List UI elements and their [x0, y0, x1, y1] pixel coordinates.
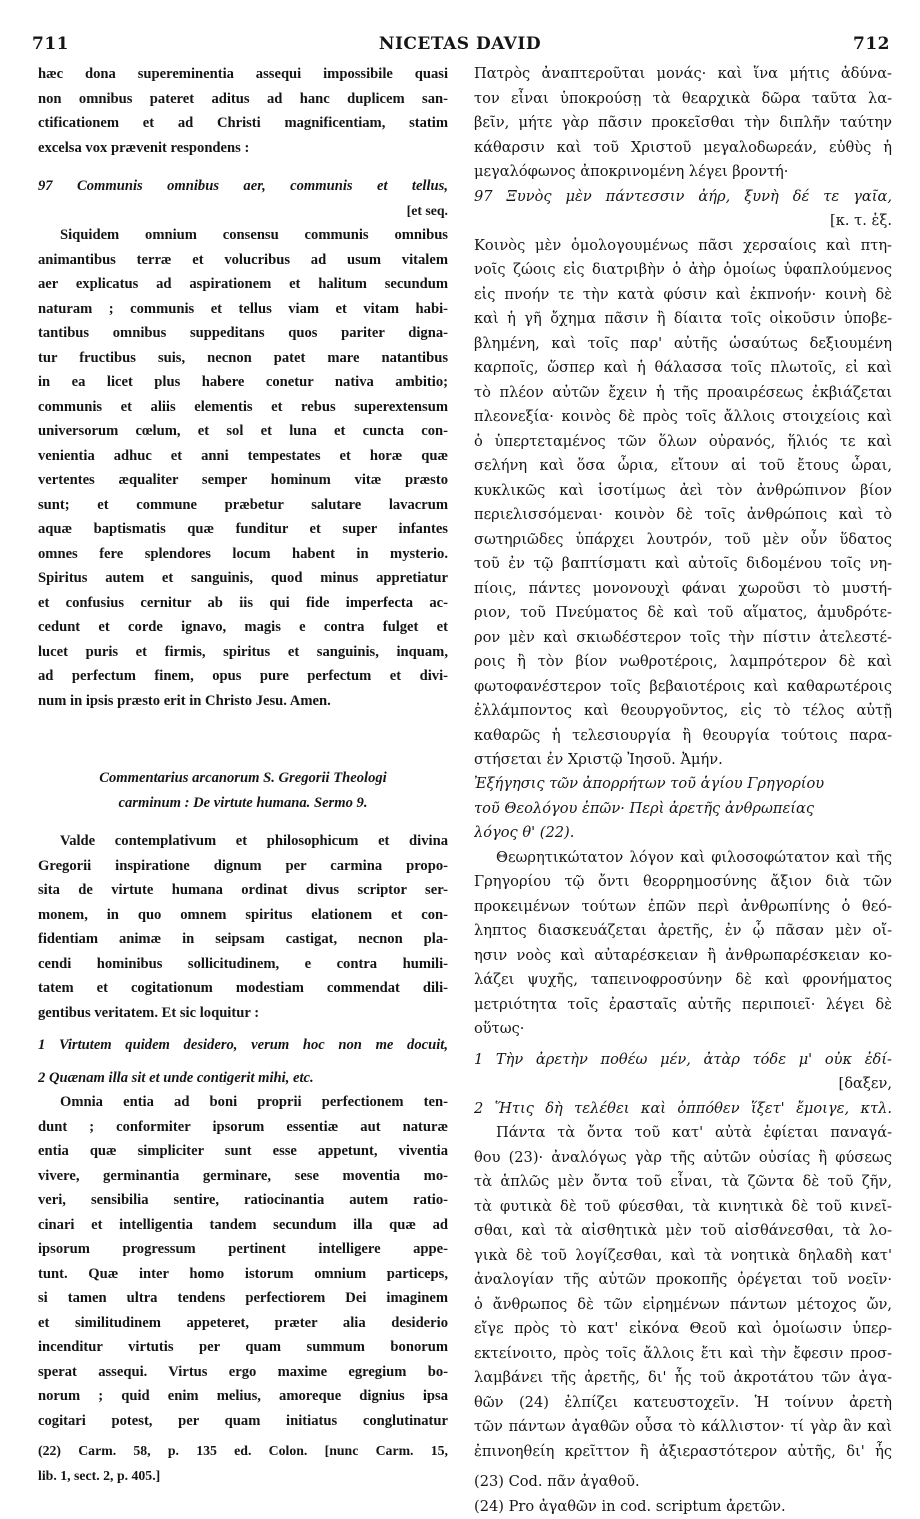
text-line: Γρηγορίου τῷ ὄντι θεορρημοσύνης ἄξιον διὰ τῶν — [474, 870, 892, 895]
text-line: fidentiam animæ in seipsam castigat, necnon pla- — [38, 927, 448, 952]
text-line: et similitudinem appeteret, præter alia desiderio — [38, 1311, 448, 1336]
text-line: κυκλικῶς καὶ ἰσοτίμως ἀεὶ τὸν ἀνθρώπινον βίον — [474, 479, 892, 504]
greek-top-body — [474, 234, 892, 773]
text-line: animantibus terræ et volucribus ad usum vitalem — [38, 248, 448, 273]
text-line: sunt; et commune præbetur salutare lavacrum — [38, 493, 448, 518]
latin-top-section — [38, 62, 448, 713]
text-line: εκτείνοιτο, πρὸς τοῖς ἄλλοις ἔτι καὶ τὴν ἔφεσιν προσ- — [474, 1342, 892, 1367]
text-line: omnes fere splendores locum habent in mysterio. — [38, 542, 448, 567]
greek-verse-2: 2 Ἥτις δὴ τελέθει καὶ ὁππόθεν ἵξετ' ἔμοιγε, κτλ. — [474, 1097, 892, 1122]
text-line: λαμβάνει τῆς ἀρετῆς, δι' ἧς τοῦ ἀκροτάτου τῶν ἀγα- — [474, 1366, 892, 1391]
title-line: τοῦ Θεολόγου ἐπῶν· Περὶ ἀρετῆς ἀνθρωπείας — [474, 797, 892, 822]
footnote-line: lib. 1, sect. 2, p. 405.] — [38, 1464, 448, 1489]
text-line: σωτηριῶδες ὑπάρχει λουτρόν, τοῦ μὲν οὖν ὕδατος — [474, 528, 892, 553]
text-line: ροις ἢ τὸν βίον νωθροτέροις, λαμπρότερον δὲ καὶ — [474, 650, 892, 675]
text-line: Omnia entia ad boni proprii perfectionem ten- — [38, 1090, 448, 1115]
text-line: ἐλλάμποντος καὶ θεουργοῦντος, εἰς τὸ τέλος αὐτῇ — [474, 699, 892, 724]
left-page-number: 711 — [32, 34, 69, 54]
text-line: Πατρὸς ἀναπτεροῦται μονάς· καὶ ἵνα μήτις ἀδύνα- — [474, 62, 892, 87]
text-line: τον εἶναι ὑποκρούσῃ τὰ θεαρχικὰ δῶρα ταῦτα λα- — [474, 87, 892, 112]
greek-bottom-section — [474, 772, 892, 1519]
text-line: non omnibus pateret aditus ad hanc duplicem san- — [38, 87, 448, 112]
text-line: σελήνη καὶ ὅσα ὧρια, εἴτουν αἱ τοῦ ἔτους ὧραι, — [474, 454, 892, 479]
text-line: in ea licet plus habere conetur nativa ambitio; — [38, 370, 448, 395]
text-line: τοῦ ἐν τῷ βαπτίσματι καὶ αὐτοῖς διδομένου τοῖς νη- — [474, 552, 892, 577]
text-line: περιελισσόμεναι· κοινὸν δὲ τοῖς ἀνθρώποις καὶ τὸ — [474, 503, 892, 528]
text-line: εἴγε πρὸς τὸ κατ' εἰκόνα Θεοῦ καὶ ὁμοίωσιν ὑπερ- — [474, 1317, 892, 1342]
text-line: ipsorum progressum pertinent intelligere appe- — [38, 1237, 448, 1262]
text-line: incenditur virtutis per quam summum bonorum — [38, 1335, 448, 1360]
title-line: Ἐξήγησις τῶν ἀπορρήτων τοῦ ἁγίου Γρηγορίου — [474, 772, 892, 797]
text-line: θῶν (24) ἐλπίζει κατευστοχεῖν. Ἡ τοίνυν ἀρετὴ — [474, 1391, 892, 1416]
latin-verse-2: 2 Quænam illa sit et unde contigerit mihi, etc. — [38, 1066, 448, 1091]
greek-verse-1-cont: [δαξεν, — [474, 1072, 892, 1097]
text-line: προκειμένων τούτων ἐπῶν περὶ ἀνθρωπίνης ὁ θεό- — [474, 895, 892, 920]
text-line: et confusius cernitur ab iis qui fide imperfecta ac- — [38, 591, 448, 616]
text-line: cinari et intelligentia tandem secundum illa quæ ad — [38, 1213, 448, 1238]
text-line: ad perfectum finem, opus pure perfectum et divi- — [38, 664, 448, 689]
text-line: Siquidem omnium consensu communis omnibus — [38, 223, 448, 248]
text-line: monem, in quo omnem spiritus elationem et con- — [38, 903, 448, 928]
latin-top-body — [38, 223, 448, 713]
text-line: λάζει ψυχῆς, ταπεινοφροσύνην δὲ καὶ φρονήματος — [474, 968, 892, 993]
greek-verse-1: 1 Τὴν ἀρετὴν ποθέω μέν, ἀτὰρ τόδε μ' οὐκ ἐδί- — [474, 1048, 892, 1073]
latin-verse-97: 97 Communis omnibus aer, communis et tellus, — [38, 174, 448, 199]
latin-verse-97-cont: [et seq. — [38, 199, 448, 224]
latin-footnotes — [38, 1439, 448, 1488]
text-line: Θεωρητικώτατον λόγον καὶ φιλοσοφώτατον καὶ τῆς — [474, 846, 892, 871]
text-line: τῶν πάντων ἀγαθῶν οὖσα τὸ κάλλιστον· τί γὰρ ἂν καὶ — [474, 1415, 892, 1440]
text-line: θου (23)· ἀναλόγως γὰρ τῆς αὐτῶν οὐσίας ἢ φύσεως — [474, 1146, 892, 1171]
text-line: cogitari potest, per quam initiatus conglutinatur — [38, 1409, 448, 1434]
latin-bottom-body — [38, 1090, 448, 1433]
text-line: num in ipsis præsto erit in Christo Jesu. Amen. — [38, 689, 448, 714]
running-title: NICETAS DAVID — [0, 34, 920, 54]
text-line: veri, sensibilia sentire, ratiocinantia autem ratio- — [38, 1188, 448, 1213]
text-line: Κοινὸς μὲν ὁμολογουμένως πᾶσι χερσαίοις καὶ πτη- — [474, 234, 892, 259]
text-line: vertentes æqualiter semper hominum vitæ præsto — [38, 468, 448, 493]
title-line: λόγος θ' (22). — [474, 821, 892, 846]
text-line: entia quæ simpliciter sunt esse appetunt, viventia — [38, 1139, 448, 1164]
text-line: communis et aliis elementis et rebus superextensum — [38, 395, 448, 420]
text-line: lucet puris et firmis, spiritus et sanguinis, inquam, — [38, 640, 448, 665]
text-line: κάθαρσιν καὶ τοῦ Χριστοῦ μεγαλοδωρεάν, εὐθὺς ἡ — [474, 136, 892, 161]
text-line: ριον, τοῦ Πνεύματος δὲ καὶ τοῦ αἵματος, ἀμυδρότε- — [474, 601, 892, 626]
text-line: ὁ ἄνθρωπος δὲ τῶν εἰρημένων πάντων μέτοχος ὤν, — [474, 1293, 892, 1318]
text-line: hæc dona supereminentia assequi impossibile quasi — [38, 62, 448, 87]
text-line: μεγαλόφωνος ἀποκρινομένη λέγει βροντή· — [474, 160, 892, 185]
greek-commentary-title — [474, 772, 892, 846]
greek-verse-97: 97 Ξυνὸς μὲν πάντεσσιν ἀήρ, ξυνὴ δέ τε γαῖα, — [474, 185, 892, 210]
text-line: si tamen ultra tendens perfectiorem Dei imaginem — [38, 1286, 448, 1311]
text-line: naturam ; communis et tellus viam et vitam habi- — [38, 297, 448, 322]
greek-top-intro — [474, 62, 892, 185]
greek-bottom-intro — [474, 846, 892, 1042]
text-line: καρποῖς, ὥσπερ καὶ ἡ θάλασσα τοῖς πλωτοῖς, εἰ καὶ — [474, 356, 892, 381]
right-page-number: 712 — [853, 34, 890, 54]
text-line: venientia adhuc et anni tempestates et horæ quæ — [38, 444, 448, 469]
greek-bottom-body — [474, 1121, 892, 1464]
latin-bottom-intro — [38, 829, 448, 1025]
text-line: φωτοφανέστερον τοῖς βεβαιοτέροις καὶ καθαρωτέροις — [474, 675, 892, 700]
text-line: norum ; quid enim melius, amoreque dignius ipsa — [38, 1384, 448, 1409]
footnote-line: (22) Carm. 58, p. 135 ed. Colon. [nunc Carm. 15, — [38, 1439, 448, 1464]
text-line: γικὰ δὲ τοῦ λογίζεσθαι, καὶ τὰ νοητικὰ δηλαδὴ κατ' — [474, 1244, 892, 1269]
text-line: οὕτως· — [474, 1017, 892, 1042]
text-line: πλεονεξία· κοινὸς δὲ πρὸς τοῖς ἄλλοις στοιχείοις καὶ — [474, 405, 892, 430]
text-line: μετριότητα τοῖς ἐρασταῖς αὐτῆς περιποιεῖ· λέγει δὲ — [474, 993, 892, 1018]
text-line: excelsa vox prævenit respondens : — [38, 136, 448, 161]
text-line: tatem et cogitationum modestiam commendat dili- — [38, 976, 448, 1001]
text-line: tantibus omnibus suppeditans quos pariter digna- — [38, 321, 448, 346]
text-line: νοῖς ζώοις εἰς διατριβὴν ὁ ἀὴρ ὁμοίως ὑφαπλούμενος — [474, 258, 892, 283]
text-line: Πάντα τὰ ὄντα τοῦ κατ' αὐτὰ ἐφίεται παναγά- — [474, 1121, 892, 1146]
text-line: ὁ ὑπερτεταμένος τῶν ὅλων οὐρανός, ἥλιός τε καὶ — [474, 430, 892, 455]
text-line: Spiritus autem et sanguinis, quod minus appretiatur — [38, 566, 448, 591]
title-line: Commentarius arcanorum S. Gregorii Theologi — [38, 766, 448, 791]
greek-footnotes — [474, 1470, 892, 1519]
text-line: στήσεται ἐν Χριστῷ Ἰησοῦ. Ἀμήν. — [474, 748, 892, 773]
text-line: sita de virtute humana ordinat divus scriptor ser- — [38, 878, 448, 903]
text-line: Gregorii inspiratione dignum per carmina propo- — [38, 854, 448, 879]
text-line: πίοις, πάντες μονονουχὶ φάναι χωροῦσι τὸ μυστή- — [474, 577, 892, 602]
text-line: universorum cœlum, et sol et luna et cuncta con- — [38, 419, 448, 444]
text-line: ἀναλογίαν τῆς αὐτῶν προκοπῆς ὀρέγεται τοῦ νοεῖν· — [474, 1268, 892, 1293]
text-line: τὰ ἁπλῶς μὲν ὄντα τοῦ εἶναι, τὰ ζῶντα δὲ τοῦ ζῆν, — [474, 1170, 892, 1195]
text-line: aer explicatus ad aspirationem et halitum secundum — [38, 272, 448, 297]
text-line: τὸ πλέον αὐτῶν ἔχειν ἡ τῆς προαιρέσεως ἐκβιάζεται — [474, 381, 892, 406]
text-line: σθαι, καὶ τὰ αἰσθητικὰ μὲν τοῦ αἰσθάνεσθαι, τὰ λο- — [474, 1219, 892, 1244]
text-line: sperat assequi. Virtus ergo maxime egregium bo- — [38, 1360, 448, 1385]
text-line: aquæ baptismatis quæ funditur et super infantes — [38, 517, 448, 542]
text-line: ctificationem et ad Christi magnificentiam, statim — [38, 111, 448, 136]
greek-top-section — [474, 62, 892, 773]
text-line: τὰ φυτικὰ δὲ τοῦ φύεσθαι, τὰ κινητικὰ δὲ τοῦ κινεῖ- — [474, 1195, 892, 1220]
text-line: καθαρῶς ἡ τελεσιουργία ἢ θεουργία τούτοις παρα- — [474, 724, 892, 749]
text-line: ληπτος διασκευάζεται ἀρετῆς, ἐν ᾧ πᾶσαν μὲν οἴ- — [474, 919, 892, 944]
footnote-line: (23) Cod. πᾶν ἀγαθοῦ. — [474, 1470, 892, 1495]
text-line: gentibus veritatem. Et sic loquitur : — [38, 1001, 448, 1026]
latin-commentary-title — [38, 766, 448, 815]
text-line: καὶ ἡ γῆ ὄχημα πᾶσιν ἢ δίαιτα τοῖς οἰκοῦσιν ὑποβε- — [474, 307, 892, 332]
text-line: ἐπινοηθείη κρεῖττον ἢ ἀξιεραστότερον αὐτῆς, δι' ἧς — [474, 1440, 892, 1465]
text-line: tunt. Quæ inter homo istorum omnium particeps, — [38, 1262, 448, 1287]
text-line: εἰς πνοήν τε τὴν κατὰ φύσιν καὶ ἐκπνοήν· κοινὴ δὲ — [474, 283, 892, 308]
text-line: vivere, germinantia germinare, sese moventia mo- — [38, 1164, 448, 1189]
text-line: βλημένη, καὶ τοῖς παρ' αὐτῆς ὡσαύτως δεξιουμένη — [474, 332, 892, 357]
text-line: cendi hominibus sollicitudinem, e contra humili- — [38, 952, 448, 977]
latin-top-intro — [38, 62, 448, 160]
text-line: tur fructibus suis, necnon patet mare natantibus — [38, 346, 448, 371]
footnote-line: (24) Pro ἀγαθῶν in cod. scriptum ἀρετῶν. — [474, 1495, 892, 1519]
text-line: cedunt et corde ignavo, magis e contra fulget et — [38, 615, 448, 640]
title-line: carminum : De virtute humana. Sermo 9. — [38, 791, 448, 816]
greek-verse-97-cont: [κ. τ. ἑξ. — [474, 209, 892, 234]
text-line: ρον μὲν καὶ σκιωδέστερον τοῖς τὴν πίστιν ἀτελεστέ- — [474, 626, 892, 651]
text-line: ησιν νοὸς καὶ αὐταρέσκειαν ἢ ἀνθρωπαρέσκειαν κο- — [474, 944, 892, 969]
text-line: βεῖν, μήτε γὰρ πᾶσιν προκεῖσθαι τὴν διπλῆν ταύτην — [474, 111, 892, 136]
latin-verse-1: 1 Virtutem quidem desidero, verum hoc non me docuit, — [38, 1033, 448, 1058]
latin-bottom-section — [38, 766, 448, 1488]
text-line: Valde contemplativum et philosophicum et divina — [38, 829, 448, 854]
text-line: dunt ; conformiter ipsorum essentiæ aut naturæ — [38, 1115, 448, 1140]
